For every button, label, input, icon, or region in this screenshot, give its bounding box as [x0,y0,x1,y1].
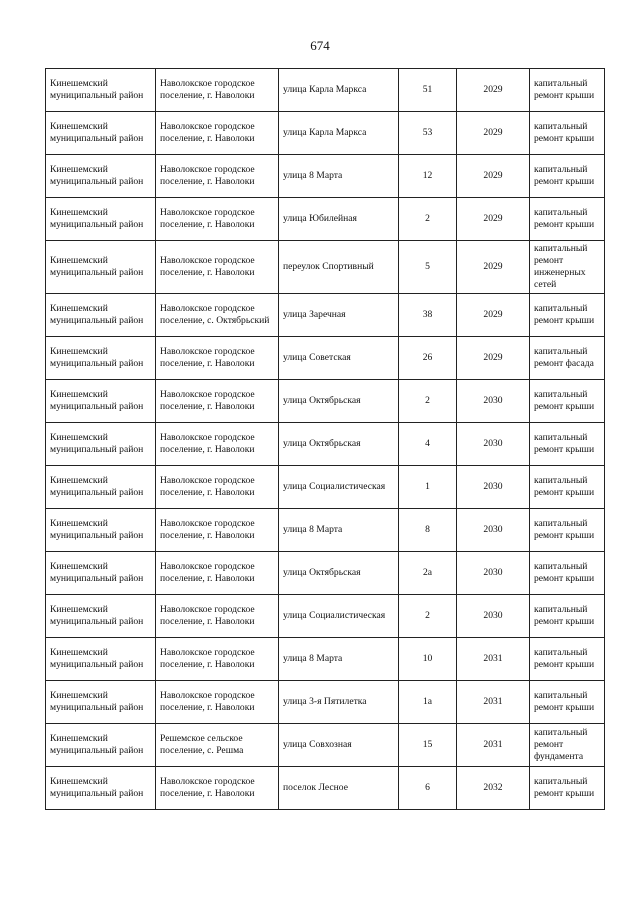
district-cell: Кинешемский муниципальный район [46,423,156,466]
district-cell: Кинешемский муниципальный район [46,724,156,767]
year-cell: 2030 [457,466,530,509]
work-type-cell: капитальный ремонт крыши [530,681,605,724]
house-number-cell: 15 [399,724,457,767]
settlement-cell: Наволокское городское поселение, г. Наволоки [156,69,279,112]
district-cell: Кинешемский муниципальный район [46,638,156,681]
work-type-cell: капитальный ремонт крыши [530,69,605,112]
table-row [46,337,605,380]
table-row [46,241,605,294]
district-cell: Кинешемский муниципальный район [46,380,156,423]
table-row [46,380,605,423]
table-row [46,155,605,198]
house-number-cell: 5 [399,241,457,294]
settlement-cell: Решемское сельское поселение, с. Решма [156,724,279,767]
settlement-cell: Наволокское городское поселение, г. Наволоки [156,241,279,294]
street-cell: улица Социалистическая [279,595,399,638]
house-number-cell: 10 [399,638,457,681]
work-type-cell: капитальный ремонт крыши [530,198,605,241]
street-cell: улица 8 Марта [279,638,399,681]
table-row [46,198,605,241]
house-number-cell: 8 [399,509,457,552]
house-number-cell: 2 [399,198,457,241]
table-row [46,724,605,767]
year-cell: 2029 [457,241,530,294]
settlement-cell: Наволокское городское поселение, с. Октябрьский [156,294,279,337]
settlement-cell: Наволокское городское поселение, г. Наволоки [156,509,279,552]
district-cell: Кинешемский муниципальный район [46,241,156,294]
street-cell: улица Заречная [279,294,399,337]
table-row [46,638,605,681]
district-cell: Кинешемский муниципальный район [46,294,156,337]
year-cell: 2029 [457,294,530,337]
house-number-cell: 51 [399,69,457,112]
year-cell: 2029 [457,112,530,155]
year-cell: 2032 [457,767,530,810]
district-cell: Кинешемский муниципальный район [46,681,156,724]
house-number-cell: 1а [399,681,457,724]
house-number-cell: 6 [399,767,457,810]
work-type-cell: капитальный ремонт крыши [530,552,605,595]
street-cell: улица Октябрьская [279,423,399,466]
district-cell: Кинешемский муниципальный район [46,466,156,509]
year-cell: 2030 [457,509,530,552]
house-number-cell: 4 [399,423,457,466]
settlement-cell: Наволокское городское поселение, г. Наволоки [156,423,279,466]
settlement-cell: Наволокское городское поселение, г. Наволоки [156,681,279,724]
work-type-cell: капитальный ремонт крыши [530,767,605,810]
year-cell: 2030 [457,423,530,466]
work-type-cell: капитальный ремонт инженерных сетей [530,241,605,294]
work-type-cell: капитальный ремонт фундамента [530,724,605,767]
year-cell: 2030 [457,380,530,423]
table-row [46,112,605,155]
district-cell: Кинешемский муниципальный район [46,552,156,595]
settlement-cell: Наволокское городское поселение, г. Наволоки [156,337,279,380]
year-cell: 2031 [457,724,530,767]
district-cell: Кинешемский муниципальный район [46,595,156,638]
street-cell: улица Совхозная [279,724,399,767]
year-cell: 2031 [457,638,530,681]
settlement-cell: Наволокское городское поселение, г. Наволоки [156,112,279,155]
settlement-cell: Наволокское городское поселение, г. Наволоки [156,155,279,198]
house-number-cell: 53 [399,112,457,155]
work-type-cell: капитальный ремонт фасада [530,337,605,380]
work-type-cell: капитальный ремонт крыши [530,112,605,155]
year-cell: 2029 [457,69,530,112]
settlement-cell: Наволокское городское поселение, г. Наволоки [156,638,279,681]
street-cell: улица 8 Марта [279,509,399,552]
street-cell: переулок Спортивный [279,241,399,294]
table-row [46,552,605,595]
work-type-cell: капитальный ремонт крыши [530,380,605,423]
year-cell: 2030 [457,552,530,595]
table-row [46,466,605,509]
table-row [46,767,605,810]
house-number-cell: 26 [399,337,457,380]
settlement-cell: Наволокское городское поселение, г. Наволоки [156,552,279,595]
house-number-cell: 38 [399,294,457,337]
district-cell: Кинешемский муниципальный район [46,112,156,155]
work-type-cell: капитальный ремонт крыши [530,423,605,466]
street-cell: улица Советская [279,337,399,380]
year-cell: 2029 [457,155,530,198]
street-cell: улица Октябрьская [279,552,399,595]
house-number-cell: 1 [399,466,457,509]
year-cell: 2031 [457,681,530,724]
street-cell: улица Октябрьская [279,380,399,423]
house-number-cell: 2 [399,595,457,638]
street-cell: улица Карла Маркса [279,69,399,112]
street-cell: улица Карла Маркса [279,112,399,155]
work-type-cell: капитальный ремонт крыши [530,595,605,638]
settlement-cell: Наволокское городское поселение, г. Наволоки [156,466,279,509]
street-cell: улица Юбилейная [279,198,399,241]
work-type-cell: капитальный ремонт крыши [530,155,605,198]
street-cell: поселок Лесное [279,767,399,810]
district-cell: Кинешемский муниципальный район [46,337,156,380]
work-type-cell: капитальный ремонт крыши [530,294,605,337]
settlement-cell: Наволокское городское поселение, г. Наволоки [156,767,279,810]
district-cell: Кинешемский муниципальный район [46,767,156,810]
street-cell: улица 3-я Пятилетка [279,681,399,724]
table-row [46,294,605,337]
settlement-cell: Наволокское городское поселение, г. Наволоки [156,595,279,638]
district-cell: Кинешемский муниципальный район [46,69,156,112]
year-cell: 2030 [457,595,530,638]
work-type-cell: капитальный ремонт крыши [530,509,605,552]
work-type-cell: капитальный ремонт крыши [530,638,605,681]
table-row [46,509,605,552]
housing-repair-table [45,68,605,810]
district-cell: Кинешемский муниципальный район [46,509,156,552]
house-number-cell: 2а [399,552,457,595]
work-type-cell: капитальный ремонт крыши [530,466,605,509]
table-row [46,681,605,724]
table-row [46,69,605,112]
street-cell: улица Социалистическая [279,466,399,509]
year-cell: 2029 [457,337,530,380]
page-number: 674 [310,38,330,53]
house-number-cell: 2 [399,380,457,423]
year-cell: 2029 [457,198,530,241]
street-cell: улица 8 Марта [279,155,399,198]
table-row [46,423,605,466]
house-number-cell: 12 [399,155,457,198]
district-cell: Кинешемский муниципальный район [46,155,156,198]
settlement-cell: Наволокское городское поселение, г. Наволоки [156,380,279,423]
settlement-cell: Наволокское городское поселение, г. Наволоки [156,198,279,241]
district-cell: Кинешемский муниципальный район [46,198,156,241]
table-row [46,595,605,638]
